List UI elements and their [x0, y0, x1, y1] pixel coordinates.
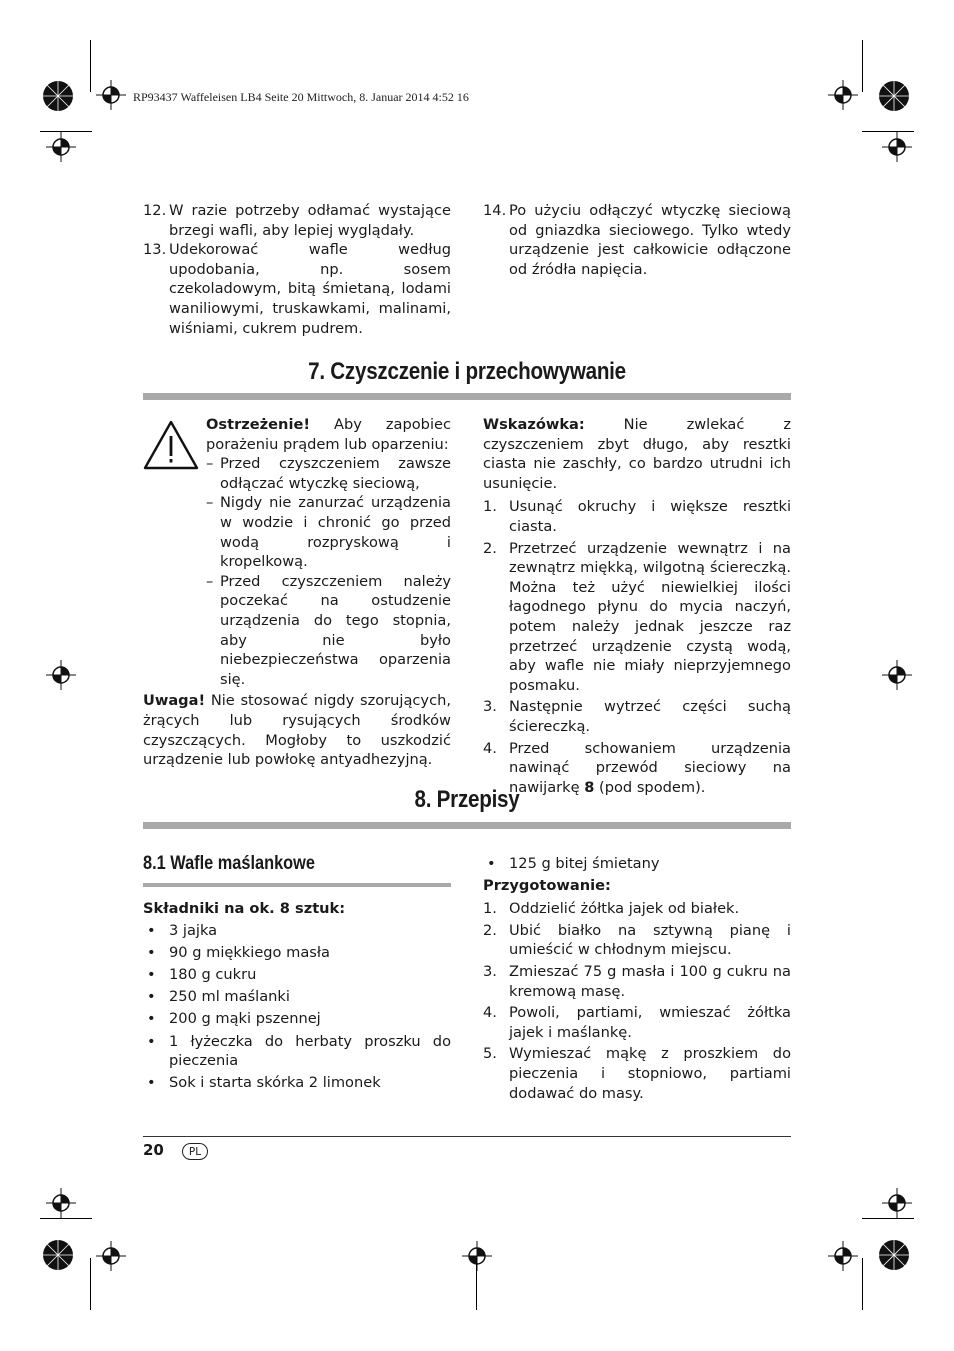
- crosshair-mark-icon: [882, 132, 912, 162]
- item-text: Zmieszać 75 g masła i 100 g cukru na kremową masę.: [509, 962, 791, 1000]
- print-slug: RP93437 Waffeleisen LB4 Seite 20 Mittwoch, 8. Januar 2014 4:52 16: [133, 90, 469, 104]
- part-number: 8: [584, 778, 595, 796]
- bullet-glyph: •: [487, 855, 496, 872]
- dash-glyph: –: [206, 455, 214, 473]
- warning-item-text: Przed czyszczeniem należy poczekać na ostudzenie urządzenia do tego stopnia, aby nie było niebezpieczeństwa oparzenia się.: [220, 572, 451, 688]
- section-7-left-column: [143, 415, 451, 770]
- list-item: [143, 943, 451, 963]
- item-text: Przed schowaniem urządzenia nawinąć przewód sieciowy na nawijarkę: [509, 739, 791, 796]
- list-item: [483, 497, 791, 536]
- item-text: (pod spodem).: [594, 778, 706, 796]
- list-item: [483, 921, 791, 960]
- bullet-glyph: •: [147, 988, 156, 1006]
- ingredient-text: 1 łyżeczka do herbaty proszku do pieczenia: [169, 1032, 451, 1070]
- top-left-column: [143, 201, 451, 338]
- list-item: [143, 965, 451, 985]
- item-text: Usunąć okruchy i większe resztki ciasta.: [509, 498, 791, 535]
- dash-glyph: –: [206, 572, 214, 590]
- list-item: [483, 854, 791, 874]
- crosshair-mark-icon: [882, 660, 912, 690]
- bullet-glyph: •: [147, 921, 156, 939]
- item-number: 1.: [483, 498, 497, 516]
- section-8-title: 8. Przepisy: [414, 786, 520, 813]
- list-item: [143, 201, 451, 240]
- list-item: [143, 1073, 451, 1093]
- warning-item: [206, 572, 451, 690]
- caution-paragraph: [143, 691, 451, 769]
- top-right-column: [483, 201, 791, 279]
- list-item: [143, 1032, 451, 1071]
- ingredient-text: 3 jajka: [169, 921, 218, 939]
- registration-mark-icon: [40, 1237, 76, 1273]
- list-item: [143, 921, 451, 941]
- warning-label: Ostrzeżenie!: [206, 416, 310, 433]
- ingredients-label: [143, 899, 451, 919]
- ingredient-text: Sok i starta skórka 2 limonek: [169, 1074, 381, 1092]
- crosshair-mark-icon: [96, 1241, 126, 1271]
- item-number: 4.: [483, 739, 497, 757]
- list-item: [483, 962, 791, 1001]
- crosshair-mark-icon: [828, 1241, 858, 1271]
- bullet-glyph: •: [147, 943, 156, 961]
- crosshair-mark-icon: [462, 1241, 492, 1271]
- warning-intro: Aby zapobiec porażeniu prądem lub oparzeniu:: [206, 416, 451, 453]
- list-item: [483, 899, 791, 919]
- footer-rule: [143, 1136, 791, 1137]
- item-text: Przetrzeć urządzenie wewnątrz i na zewnątrz miękką, wilgotną ściereczką. Można też użyć niewielkiej ilości łagodnego płynu do mycia naczyń, potem należy jednak jeszcze raz przetrzeć urządzenie czystą wodą, aby wafle nie miały nieprzyjemnego posmaku.: [509, 539, 791, 694]
- item-number: 2.: [483, 539, 497, 557]
- language-badge: PL: [182, 1143, 208, 1160]
- warning-item-text: Przed czyszczeniem zawsze odłączać wtyczkę sieciową,: [220, 455, 451, 492]
- item-number: 4.: [483, 1004, 497, 1022]
- bullet-glyph: •: [147, 1074, 156, 1092]
- item-number: 12.: [143, 202, 167, 219]
- warning-item-text: Nigdy nie zanurzać urządzenia w wodzie i chronić go przed wodą rozpryskową i kropelkową.: [220, 494, 451, 571]
- item-text: W razie potrzeby odłamać wystające brzegi wafli, aby lepiej wyglądały.: [169, 202, 451, 239]
- ingredient-text: 90 g miękkiego masła: [169, 943, 330, 961]
- section-7-right-column: [483, 415, 791, 797]
- list-item: [143, 240, 451, 338]
- item-number: 13.: [143, 241, 167, 259]
- crosshair-mark-icon: [828, 80, 858, 110]
- section-7-rule: [143, 393, 791, 400]
- item-text: Oddzielić żółtka jajek od białek.: [509, 900, 740, 918]
- item-text: Udekorować wafle według upodobania, np. sosem czekoladowym, bitą śmietaną, lodami waniliowymi, truskawkami, malinami, wiśniami, cukrem pudrem.: [169, 241, 451, 337]
- ingredients-label-text: Składniki na ok. 8 sztuk:: [143, 900, 346, 917]
- tip-paragraph: [483, 415, 791, 493]
- dash-glyph: –: [206, 494, 214, 512]
- section-7-title: 7. Czyszczenie i przechowywanie: [308, 358, 626, 385]
- ingredient-text: 125 g bitej śmietany: [509, 855, 660, 872]
- bullet-glyph: •: [147, 1010, 156, 1028]
- list-item: [483, 697, 791, 736]
- page-number: 20: [143, 1141, 164, 1159]
- tip-text: Nie zwlekać z czyszczeniem zbyt długo, aby resztki ciasta nie zaschły, co bardzo utrudni ich usunięcie.: [483, 416, 791, 492]
- item-number: 3.: [483, 698, 497, 716]
- prep-label: [483, 876, 791, 896]
- crosshair-mark-icon: [882, 1188, 912, 1218]
- tip-label: Wskazówka:: [483, 416, 585, 433]
- ingredients-column: [143, 899, 451, 1096]
- item-number: 5.: [483, 1045, 497, 1063]
- item-number: 1.: [483, 900, 497, 918]
- bullet-glyph: •: [147, 1032, 156, 1050]
- warning-item: [206, 454, 451, 493]
- warning-item: [206, 493, 451, 571]
- item-text: Powoli, partiami, wmieszać żółtka jajek i maślankę.: [509, 1004, 791, 1041]
- subsection-title: 8.1 Wafle maślankowe: [143, 853, 315, 874]
- ingredient-text: 180 g cukru: [169, 965, 257, 983]
- list-item: [483, 1003, 791, 1042]
- preparation-column: [483, 854, 791, 1103]
- list-item: [483, 539, 791, 696]
- crosshair-mark-icon: [96, 80, 126, 110]
- ingredient-text: 250 ml maślanki: [169, 988, 290, 1006]
- crosshair-mark-icon: [46, 660, 76, 690]
- ingredient-text: 200 g mąki pszennej: [169, 1010, 321, 1028]
- crosshair-mark-icon: [46, 132, 76, 162]
- subsection-rule: [143, 883, 451, 887]
- caution-text: Nie stosować nigdy szorujących, żrących lub rysujących środków czyszczących. Mogłoby to uszkodzić urządzenie lub powłokę antyadhezyjną.: [143, 692, 451, 769]
- registration-mark-icon: [876, 78, 912, 114]
- item-text: Następnie wytrzeć części suchą ściereczką.: [509, 698, 791, 735]
- registration-mark-icon: [40, 78, 76, 114]
- item-text: Po użyciu odłączyć wtyczkę sieciową od gniazdka sieciowego. Tylko wtedy urządzenie jest całkowicie odłączone od źródła napięcia.: [509, 202, 791, 278]
- bullet-glyph: •: [147, 965, 156, 983]
- item-number: 2.: [483, 921, 497, 939]
- list-item: [483, 1044, 791, 1103]
- item-number: 14.: [483, 202, 507, 219]
- item-text: Ubić białko na sztywną pianę i umieścić w chłodnym miejscu.: [509, 921, 791, 959]
- item-text: Wymieszać mąkę z proszkiem do pieczenia i stopniowo, partiami dodawać do masy.: [509, 1045, 791, 1102]
- item-number: 3.: [483, 962, 497, 980]
- prep-label-text: Przygotowanie:: [483, 876, 611, 894]
- list-item: [483, 201, 791, 279]
- section-8-rule: [143, 822, 791, 829]
- warning-block: [206, 415, 451, 689]
- list-item: [143, 987, 451, 1007]
- caution-label: Uwaga!: [143, 692, 206, 710]
- crosshair-mark-icon: [46, 1188, 76, 1218]
- list-item: [143, 1009, 451, 1029]
- registration-mark-icon: [876, 1237, 912, 1273]
